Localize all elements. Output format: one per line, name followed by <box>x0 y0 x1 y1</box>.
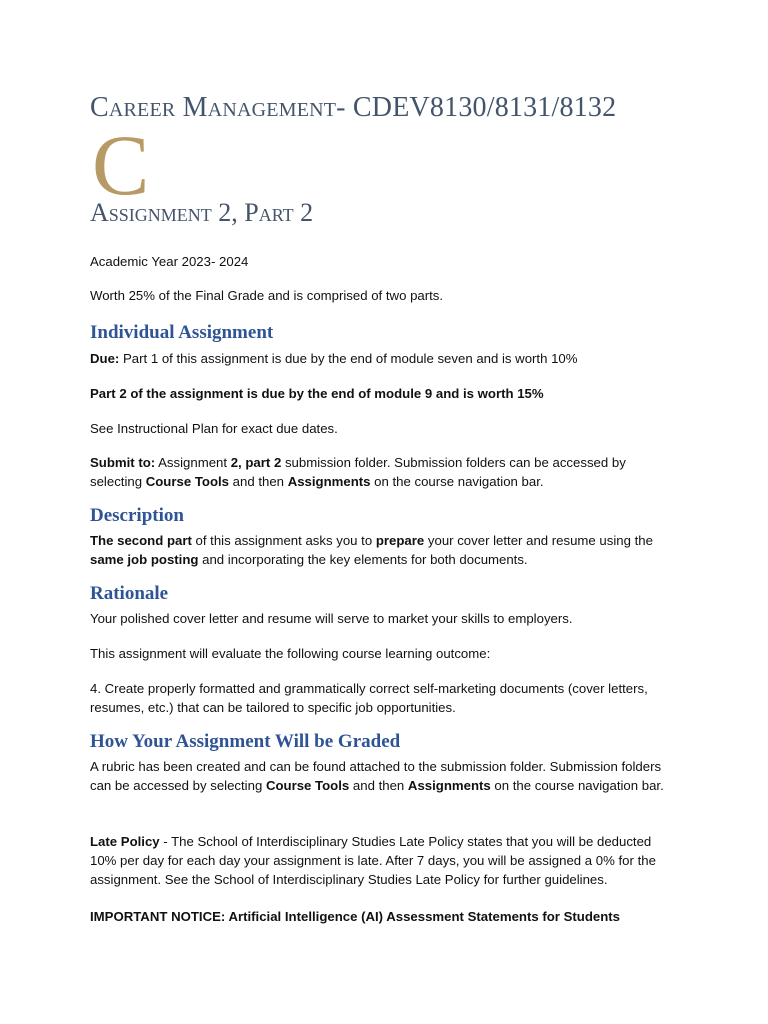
rubric-paragraph: A rubric has been created and can be found attached to the submission folder. Submission folders can be accessed by selecting Course Tools and then Assignments on the course navigation bar. <box>90 759 664 793</box>
rationale-heading: Rationale <box>90 583 169 604</box>
description-paragraph: The second part of this assignment asks you to prepare your cover letter and resume using the same job posting and incorporating the key elements for both documents. <box>90 533 653 567</box>
course-title: Career Management- CDEV8130/8131/8132 <box>90 92 617 123</box>
instructional-plan-note: See Instructional Plan for exact due dates. <box>90 421 338 436</box>
late-policy-paragraph: Late Policy - The School of Interdisciplinary Studies Late Policy states that you will be deducted 10% per day for each day your assignment is late. After 7 days, you will be assigned a 0% for the assignment. See the School of Interdisciplinary Studies Late Policy for further guidelines. <box>90 834 656 887</box>
learning-outcome: 4. Create properly formatted and grammatically correct self-marketing documents (cover letters, resumes, etc.) that can be tailored to specific job opportunities. <box>90 681 648 715</box>
academic-year: Academic Year 2023- 2024 <box>90 254 249 269</box>
description-heading: Description <box>90 505 184 526</box>
grading-heading: How Your Assignment Will be Graded <box>90 731 401 752</box>
ai-notice: IMPORTANT NOTICE: Artificial Intelligence (AI) Assessment Statements for Students <box>90 909 621 924</box>
rationale-paragraph: Your polished cover letter and resume will serve to market your skills to employers. <box>90 611 573 626</box>
college-logo-icon <box>92 134 160 200</box>
submit-paragraph: Submit to: Assignment 2, part 2 submission folder. Submission folders can be accessed by selecting Course Tools and then Assignments on the course navigation bar. <box>90 455 626 489</box>
individual-heading: Individual Assignment <box>90 322 274 343</box>
worth-text: Worth 25% of the Final Grade and is comprised of two parts. <box>90 288 444 303</box>
college-logo <box>92 134 160 200</box>
due-paragraph: Due: Part 1 of this assignment is due by the end of module seven and is worth 10% <box>90 351 578 366</box>
part2-due: Part 2 of the assignment is due by the end of module 9 and is worth 15% <box>90 386 544 401</box>
svg-text:C: C <box>92 134 150 200</box>
learning-outcome-intro: This assignment will evaluate the following course learning outcome: <box>90 646 491 661</box>
assignment-title: Assignment 2, Part 2 <box>90 198 314 227</box>
